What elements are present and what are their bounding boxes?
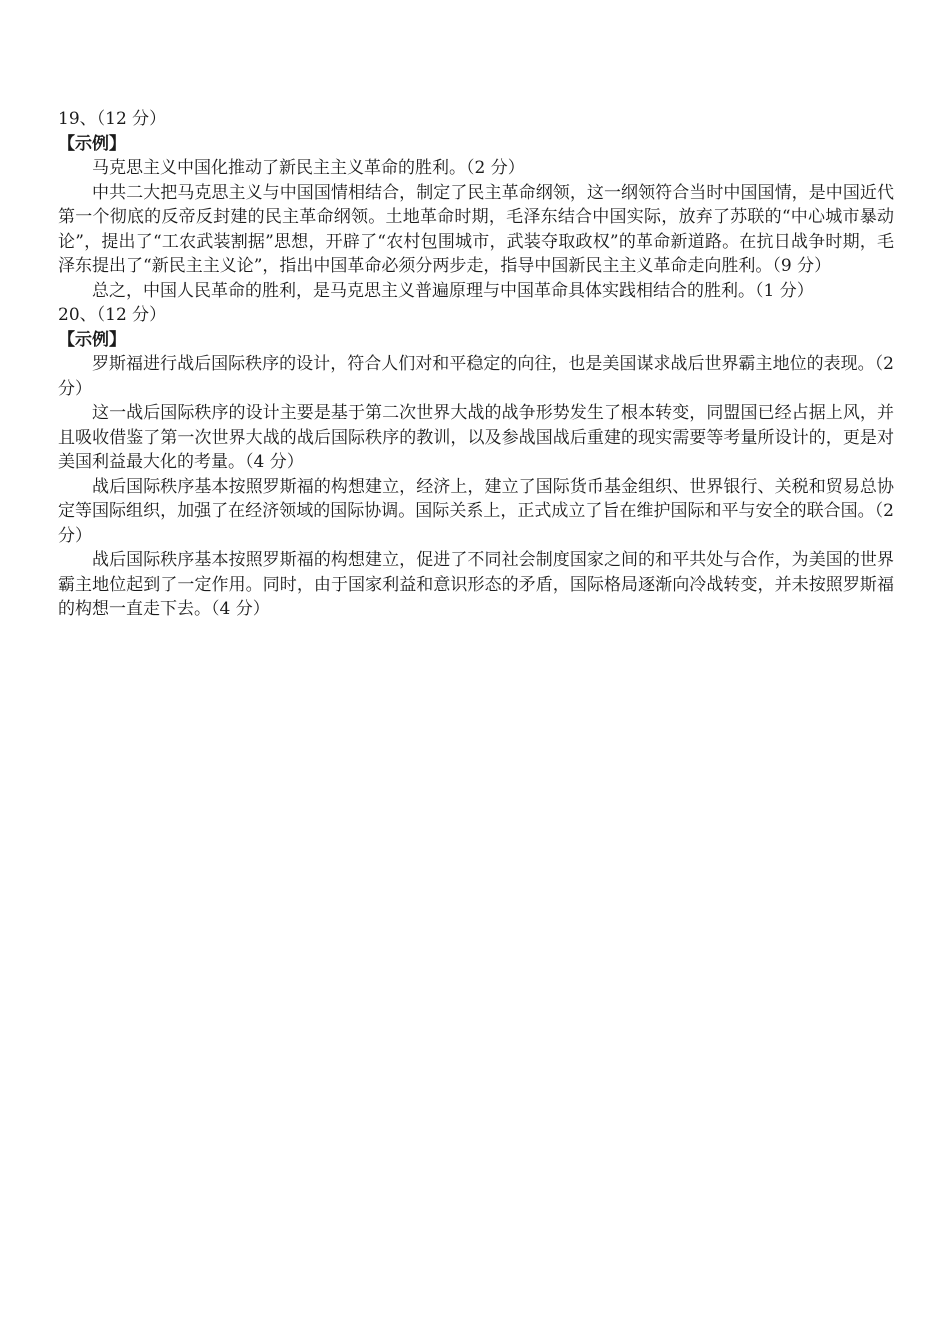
answer-document bbox=[58, 107, 894, 622]
question-20-header: 20、（12 分） bbox=[58, 305, 167, 325]
question-19-paragraph-2: 中共二大把马克思主义与中国国情相结合，制定了民主革命纲领，这一纲领符合当时中国国情，是中国近代第一个彻底的反帝反封建的民主革命纲领。土地革命时期，毛泽东结合中国实际，放弃了苏联的“中心城市暴动论”，提出了“工农武装割据”思想，开辟了“农村包围城市，武装夺取政权”的革命新道路。在抗日战争时期，毛泽东提出了“新民主主义论”，指出中国革命必须分两步走，指导中国新民主主义革命走向胜利。（9 分） bbox=[58, 182, 894, 276]
question-19-header: 19、（12 分） bbox=[58, 109, 167, 129]
question-19-paragraph-1: 马克思主义中国化推动了新民主主义革命的胜利。（2 分） bbox=[92, 158, 525, 178]
question-19-paragraph-3: 总之，中国人民革命的胜利，是马克思主义普遍原理与中国革命具体实践相结合的胜利。（1 分） bbox=[92, 280, 814, 301]
question-19-example-label: 【示例】 bbox=[58, 133, 126, 154]
question-20-paragraph-1: 罗斯福进行战后国际秩序的设计，符合人们对和平稳定的向往，也是美国谋求战后世界霸主地位的表现。（2 分） bbox=[58, 354, 894, 399]
question-20-paragraph-3: 战后国际秩序基本按照罗斯福的构想建立，经济上，建立了国际货币基金组织、世界银行、关税和贸易总协定等国际组织，加强了在经济领域的国际协调。国际关系上，正式成立了旨在维护国际和平与安全的联合国。（2 分） bbox=[58, 476, 894, 546]
question-20-paragraph-2: 这一战后国际秩序的设计主要是基于第二次世界大战的战争形势发生了根本转变，同盟国已经占据上风，并且吸收借鉴了第一次世界大战的战后国际秩序的教训，以及参战国战后重建的现实需要等考量所设计的，更是对美国利益最大化的考量。（4 分） bbox=[58, 403, 894, 472]
question-20-example-label: 【示例】 bbox=[58, 329, 126, 350]
question-20-section bbox=[58, 303, 894, 622]
question-19-section bbox=[58, 107, 894, 303]
question-20-paragraph-4: 战后国际秩序基本按照罗斯福的构想建立，促进了不同社会制度国家之间的和平共处与合作，为美国的世界霸主地位起到了一定作用。同时，由于国家利益和意识形态的矛盾，国际格局逐渐向冷战转变，并未按照罗斯福的构想一直走下去。（4 分） bbox=[58, 550, 894, 619]
